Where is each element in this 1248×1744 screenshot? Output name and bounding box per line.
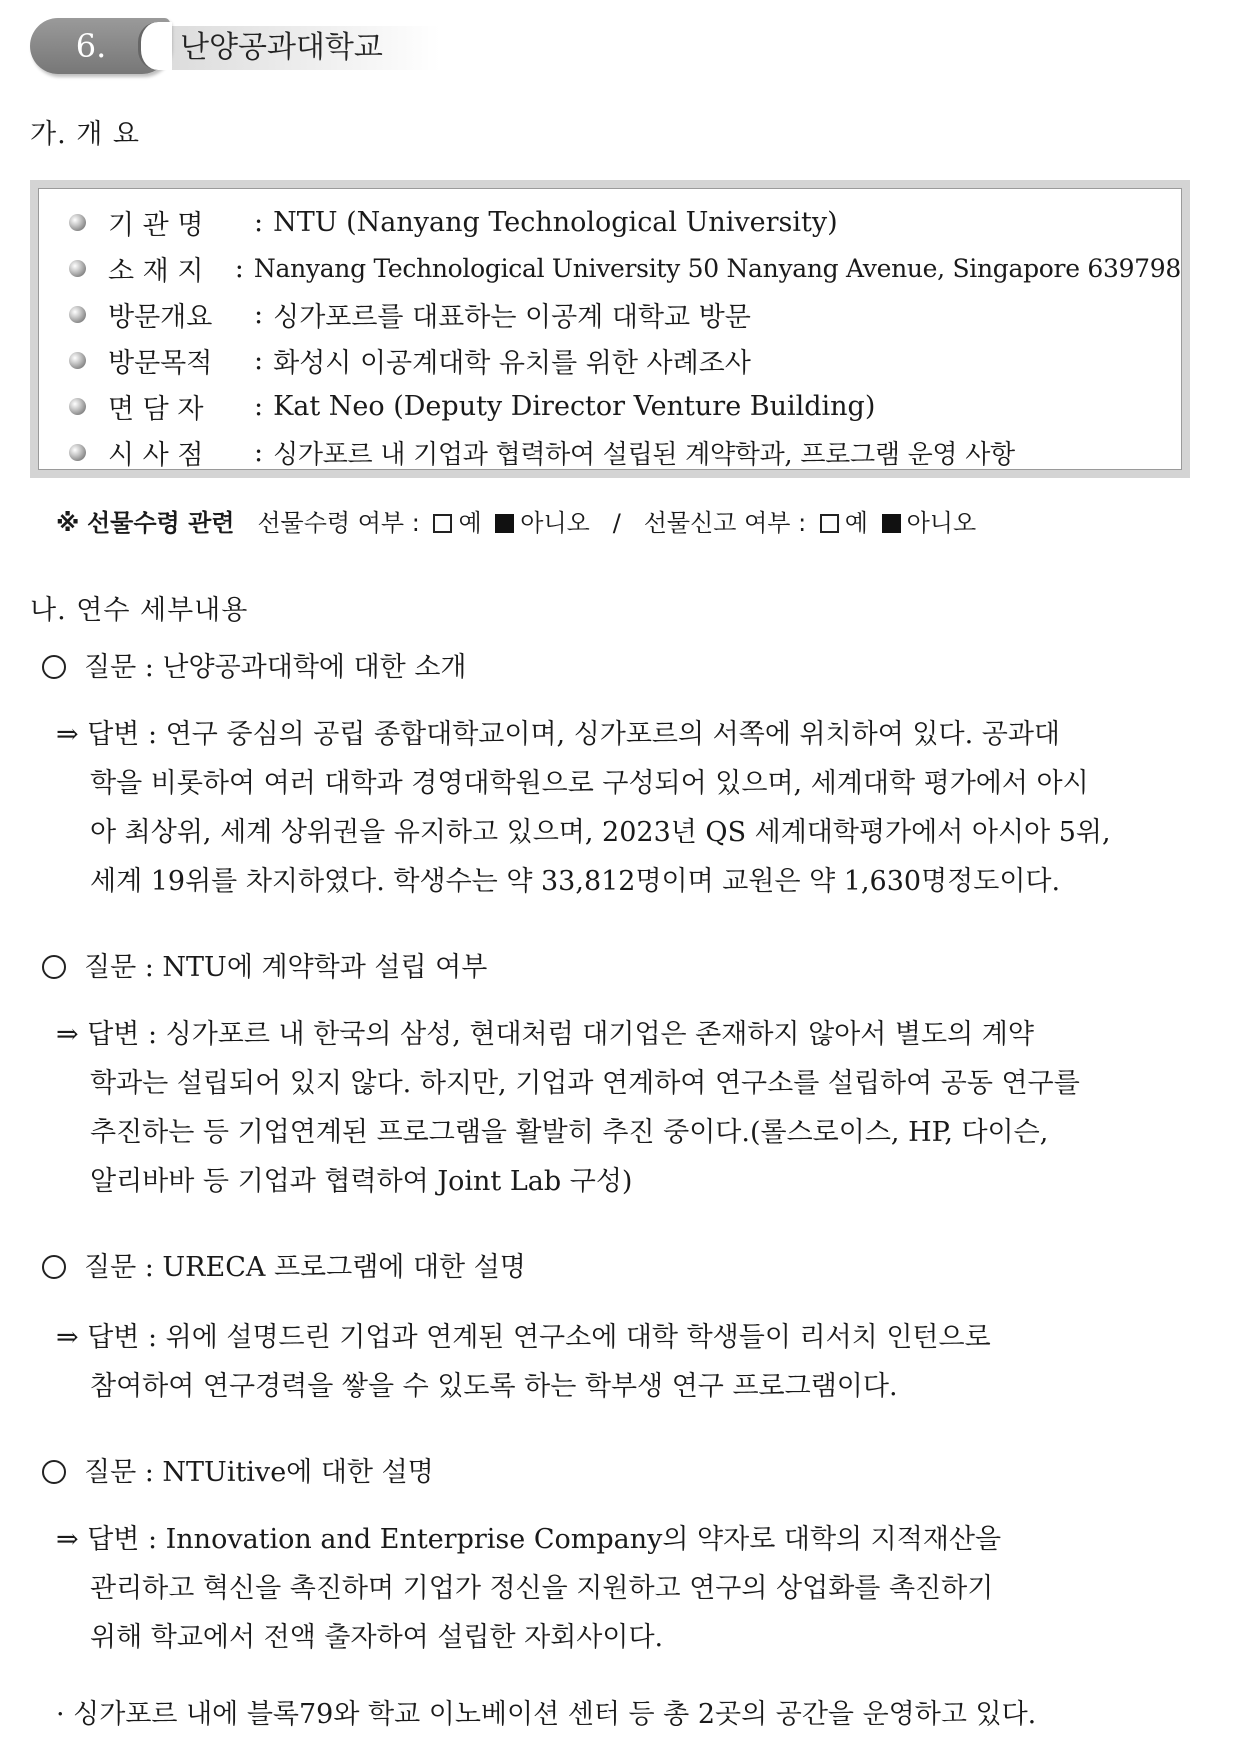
circle-bullet-icon (42, 1255, 66, 1279)
overview-value: 싱가포르를 대표하는 이공계 대학교 방문 (273, 301, 751, 333)
overview-separator: : (234, 252, 244, 284)
overview-label: 면 담 자 (108, 393, 204, 425)
overview-value: NTU (Nanyang Technological University) (273, 206, 838, 238)
overview-heading: 가. 개 요 (30, 119, 140, 150)
gift-received-label: 선물수령 여부 : (257, 509, 420, 537)
bullet-icon (69, 306, 86, 323)
section-title: 난양공과대학교 (180, 30, 383, 65)
bullet-icon (69, 260, 86, 277)
answer-line: 세계 19위를 차지하였다. 학생수는 약 33,812명이며 교원은 약 1,630명정도이다. (90, 866, 1061, 897)
overview-row-interviewee (69, 383, 1181, 429)
overview-value: Kat Neo (Deputy Director Venture Building) (273, 390, 876, 422)
overview-separator: : (254, 298, 264, 330)
overview-label: 소 재 지 (108, 255, 204, 287)
overview-row-institution (69, 199, 1181, 245)
gift-mark: ※ (56, 509, 80, 537)
bullet-icon (69, 352, 86, 369)
bullet-icon (69, 214, 86, 231)
answer-3 (56, 1313, 1216, 1411)
answer-line: 관리하고 혁신을 촉진하며 기업가 정신을 지원하고 연구의 상업화를 촉진하기 (90, 1573, 994, 1604)
section-number-cap (138, 22, 172, 70)
overview-row-implications (69, 429, 1181, 475)
question-text: 질문 : NTU에 계약학과 설립 여부 (84, 952, 488, 983)
overview-value: 화성시 이공계대학 유치를 위한 사례조사 (273, 347, 751, 379)
answer-line: ⇒ 답변 : 연구 중심의 공립 종합대학교이며, 싱가포르의 서쪽에 위치하여 있다. 공과대 (56, 719, 1060, 750)
question-text: 질문 : NTUitive에 대한 설명 (84, 1457, 434, 1488)
circle-bullet-icon (42, 655, 66, 679)
answer-4 (56, 1515, 1216, 1662)
overview-label: 방문개요 (108, 301, 213, 333)
answer-line: 위해 학교에서 전액 출자하여 설립한 자회사이다. (90, 1622, 664, 1653)
question-text: 질문 : 난양공과대학에 대한 소개 (84, 652, 467, 683)
circle-bullet-icon (42, 955, 66, 979)
answer-line: ⇒ 답변 : 싱가포르 내 한국의 삼성, 현대처럼 대기업은 존재하지 않아서 별도의 계약 (56, 1019, 1034, 1050)
overview-value: 싱가포르 내 기업과 협력하여 설립된 계약학과, 프로그램 운영 사항 (273, 439, 1015, 470)
gift-declaration (56, 503, 976, 538)
details-heading: 나. 연수 세부내용 (30, 595, 249, 626)
overview-separator: : (254, 390, 264, 422)
gift-title: 선물수령 관련 (86, 509, 235, 537)
gift-reported-label: 선물신고 여부 : (643, 509, 807, 537)
overview-row-location (69, 245, 1181, 291)
overview-separator: : (254, 206, 264, 238)
overview-inner (38, 188, 1182, 470)
gift-reported-yes: 예 (844, 509, 868, 537)
answer-line: 학과는 설립되어 있지 않다. 하지만, 기업과 연계하여 연구소를 설립하여 공동 연구를 (90, 1068, 1080, 1099)
question-4 (42, 1450, 434, 1489)
answer-line: 참여하여 연구경력을 쌓을 수 있도록 하는 학부생 연구 프로그램이다. (90, 1371, 898, 1402)
answer-line: 추진하는 등 기업연계된 프로그램을 활발히 추진 중이다.(롤스로이스, HP, 다이슨, (90, 1117, 1049, 1148)
answer-2 (56, 1010, 1216, 1206)
question-2 (42, 945, 487, 984)
gift-divider: / (612, 509, 621, 537)
answer-line: 학을 비롯하여 여러 대학과 경영대학원으로 구성되어 있으며, 세계대학 평가에서 아시 (90, 768, 1089, 799)
section-number: 6. (30, 18, 170, 74)
unchecked-box-icon (433, 514, 452, 533)
overview-row-visit-purpose (69, 337, 1181, 383)
bullet-icon (69, 444, 86, 461)
answer-line: 아 최상위, 세계 상위권을 유지하고 있으며, 2023년 QS 세계대학평가에서 아시아 5위, (90, 817, 1111, 848)
question-1 (42, 645, 467, 684)
answer-line: 알리바바 등 기업과 협력하여 Joint Lab 구성) (90, 1166, 633, 1197)
section-header (30, 18, 430, 78)
question-3 (42, 1245, 526, 1284)
answer-line: ⇒ 답변 : Innovation and Enterprise Company의 약자로 대학의 지적재산을 (56, 1524, 1002, 1555)
overview-label: 방문목적 (108, 347, 213, 379)
overview-separator: : (254, 436, 264, 468)
circle-bullet-icon (42, 1460, 66, 1484)
note-line: · 싱가포르 내에 블록79와 학교 이노베이션 센터 등 총 2곳의 공간을 운영하고 있다. (56, 1699, 1037, 1730)
unchecked-box-icon (820, 514, 839, 533)
overview-separator: : (254, 344, 264, 376)
gift-received-no: 아니오 (520, 509, 590, 537)
overview-box (30, 180, 1190, 478)
answer-line: ⇒ 답변 : 위에 설명드린 기업과 연계된 연구소에 대학 학생들이 리서치 인턴으로 (56, 1322, 991, 1353)
overview-row-visit-summary (69, 291, 1181, 337)
bullet-icon (69, 398, 86, 415)
checked-box-icon (882, 514, 901, 533)
answer-1 (56, 710, 1216, 906)
gift-received-yes: 예 (458, 509, 482, 537)
overview-value: Nanyang Technological University 50 Nanyang Avenue, Singapore 639798 (253, 253, 1181, 283)
question-text: 질문 : URECA 프로그램에 대한 설명 (84, 1252, 526, 1283)
overview-label: 시 사 점 (108, 439, 204, 471)
gift-reported-no: 아니오 (906, 509, 977, 537)
checked-box-icon (495, 514, 514, 533)
overview-label: 기 관 명 (108, 209, 204, 241)
